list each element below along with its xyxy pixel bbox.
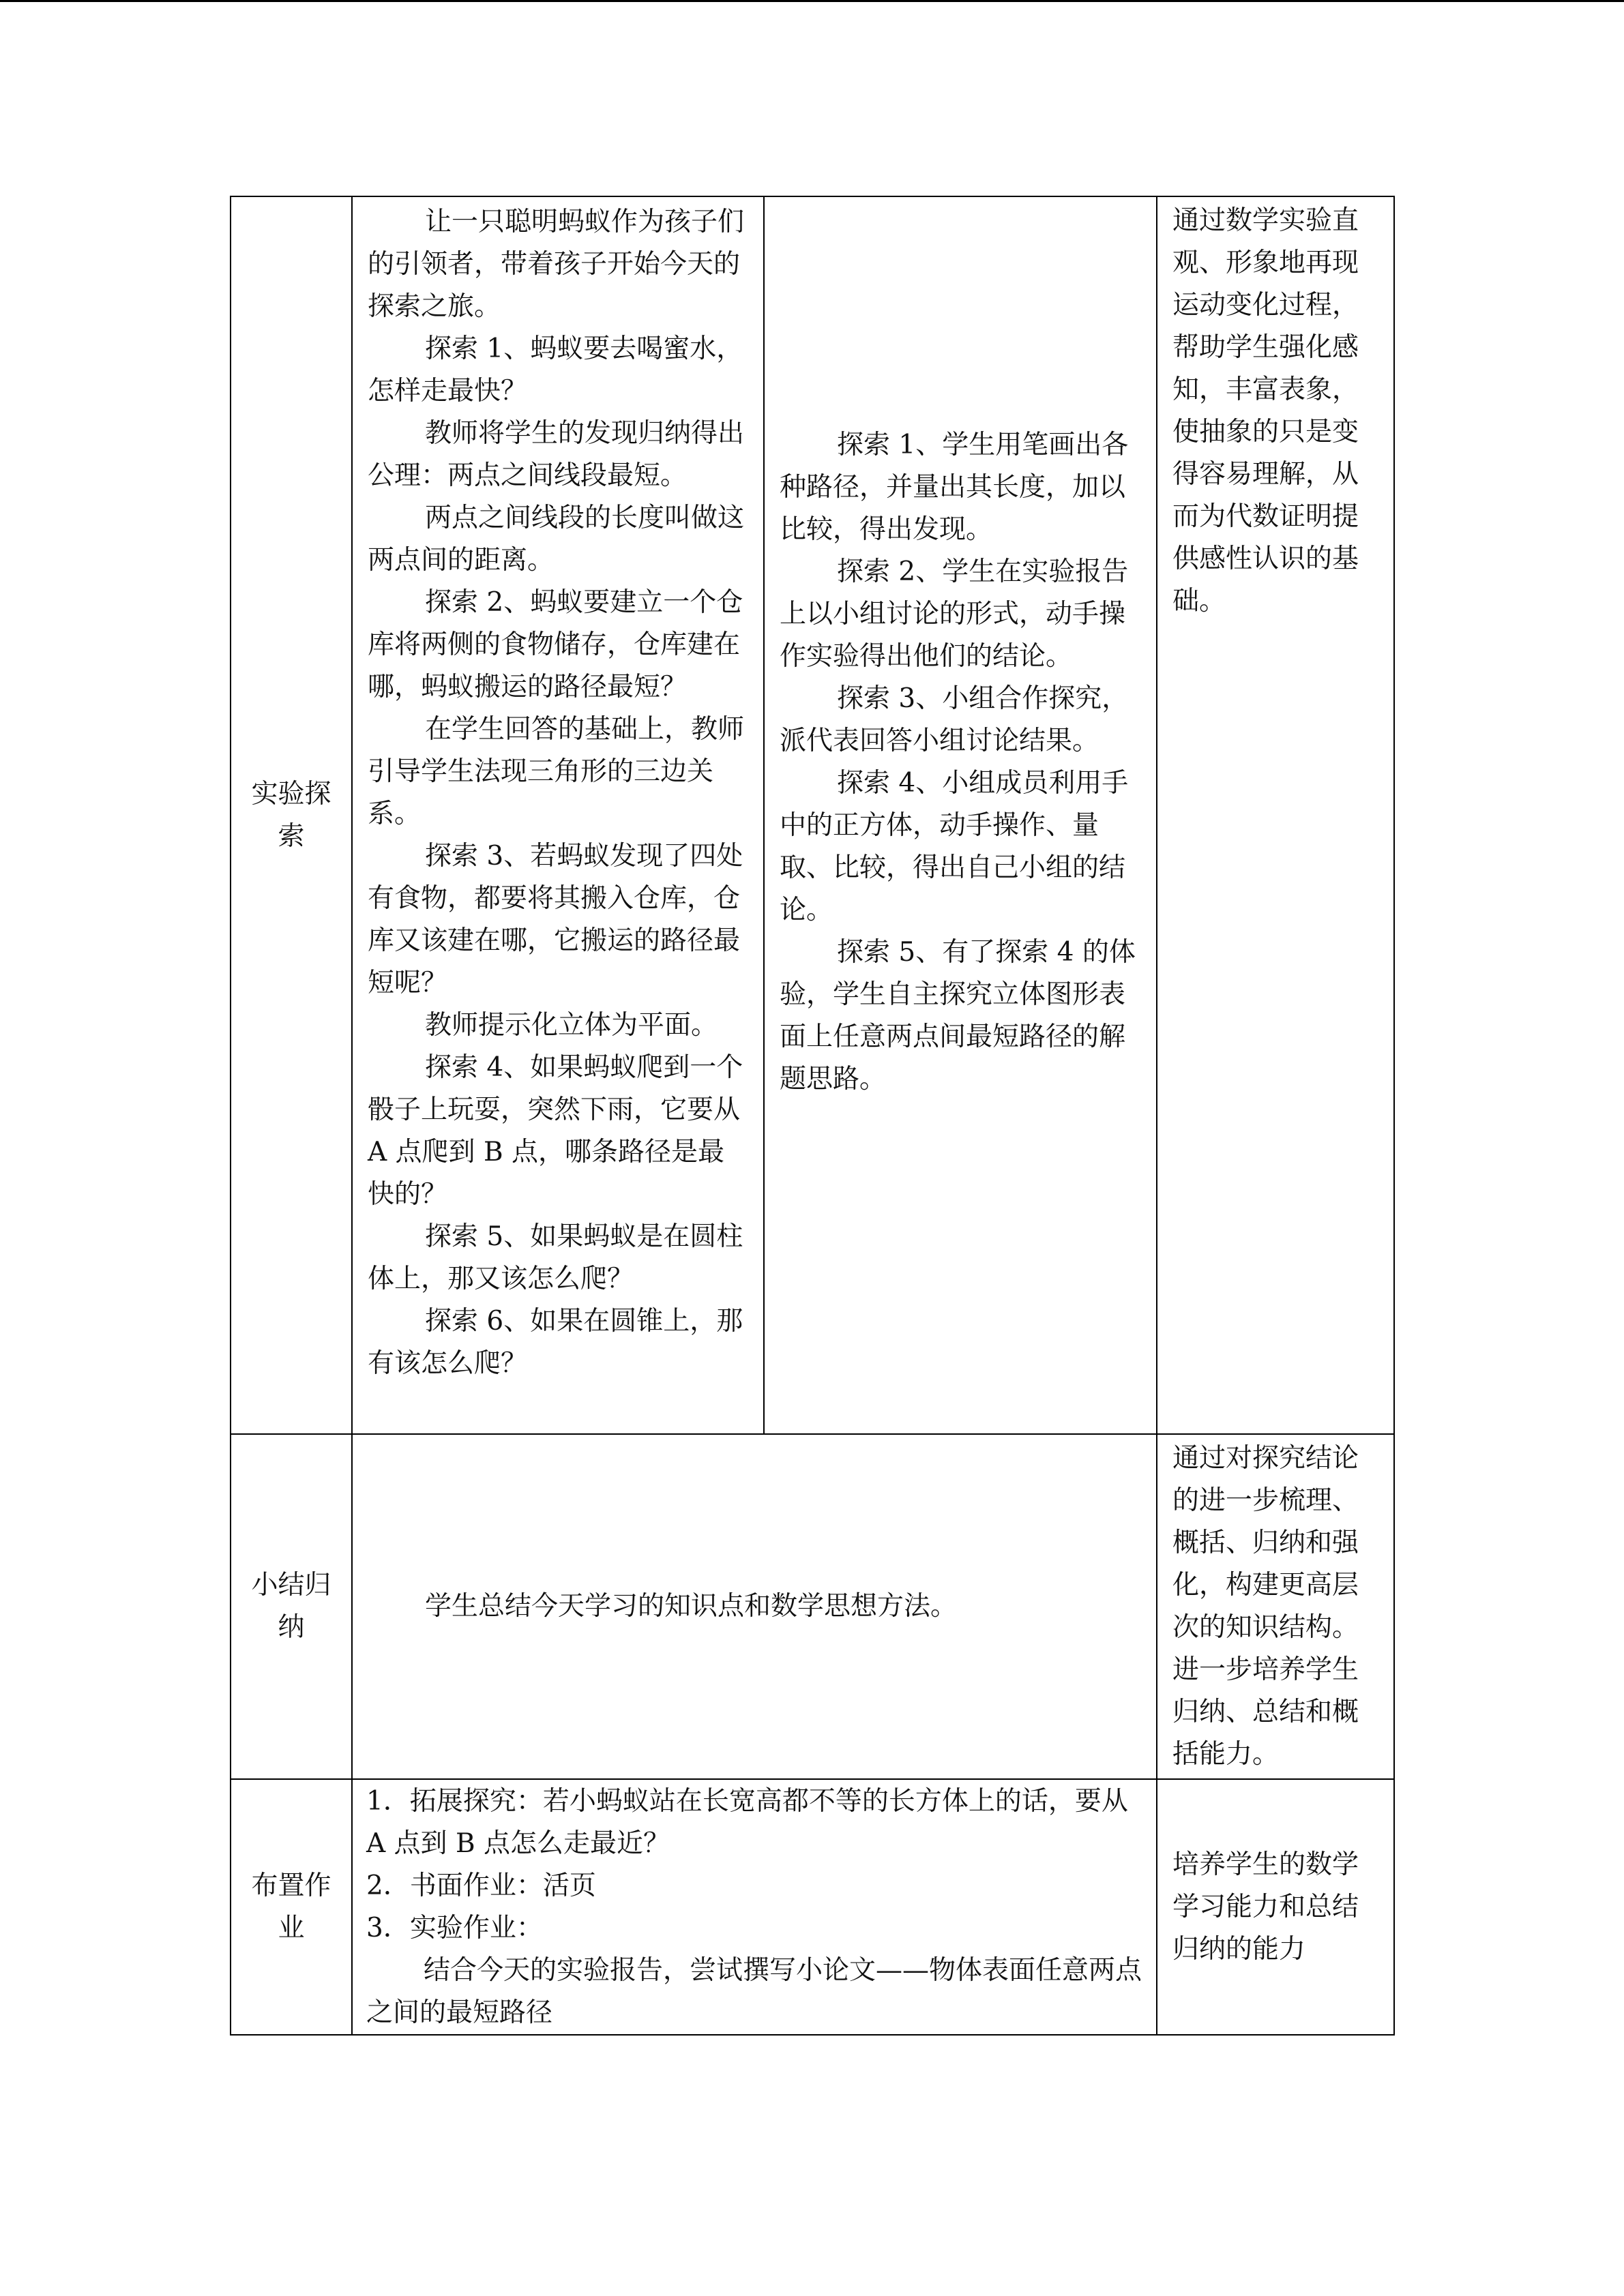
page-top-border [0,0,1624,2]
homework-item-2: 2．书面作业：活页 [366,1870,596,1901]
teacher-activity-cell [352,196,764,1434]
homework-content-cell [352,1779,1157,2035]
homework-item-1: 1．拓展探究：若小蚂蚁站在长宽高都不等的长方体上的话，要从 A 点到 B 点怎么走最近？ [366,1785,1128,1859]
lesson-plan-table [230,196,1395,2036]
design-intent-cell [1157,196,1394,1434]
teacher-paragraph: 探索 5、如果蚂蚁是在圆柱体上，那又该怎么爬？ [368,1221,743,1294]
homework-item-3: 3．实验作业： [366,1912,543,1943]
student-paragraph: 探索 2、学生在实验报告上以小组讨论的形式，动手操作实验得出他们的结论。 [780,556,1129,672]
design-intent-cell [1157,1779,1394,2035]
row-summary [231,1434,1394,1779]
row-experiment [231,196,1394,1434]
stage-label-summary: 小结归纳 [231,1434,352,1779]
design-intent-summary: 通过对探究结论的进一步梳理、概括、归纳和强化，构建更高层次的知识结构。进一步培养学生归纳、总结和概括能力。 [1172,1443,1359,1770]
student-paragraph: 探索 1、学生用笔画出各种路径，并量出其长度，加以比较，得出发现。 [780,430,1129,545]
stage-label-homework: 布置作业 [231,1779,352,2035]
teacher-paragraph: 教师提示化立体为平面。 [425,1010,718,1041]
student-activity-cell [764,196,1157,1434]
summary-content-cell [352,1434,1157,1779]
teacher-paragraph: 探索 3、若蚂蚁发现了四处有食物，都要将其搬入仓库，仓库又该建在哪，它搬运的路径最短呢？ [368,841,743,998]
teacher-paragraph: 探索 6、如果在圆锥上，那有该怎么爬？ [368,1306,743,1379]
design-intent-homework: 培养学生的数学学习能力和总结归纳的能力 [1172,1849,1359,1965]
teacher-paragraph: 探索 4、如果蚂蚁爬到一个骰子上玩耍，突然下雨，它要从 A 点爬到 B 点，哪条路径是最快的？ [368,1052,743,1210]
design-intent-experiment: 通过数学实验直观、形象地再现运动变化过程，帮助学生强化感知，丰富表象，使抽象的只是变得容易理解，从而为代数证明提供感性认识的基础。 [1172,205,1359,616]
teacher-paragraph: 两点之间线段的长度叫做这两点间的距离。 [368,503,745,576]
student-paragraph: 探索 4、小组成员利用手中的正方体，动手操作、量取、比较，得出自己小组的结论。 [780,768,1129,925]
summary-text: 学生总结今天学习的知识点和数学思想方法。 [425,1591,958,1622]
teacher-paragraph: 教师将学生的发现归纳得出公理：两点之间线段最短。 [368,418,745,491]
row-homework [231,1779,1394,2035]
homework-item-3-detail: 结合今天的实验报告，尝试撰写小论文——物体表面任意两点之间的最短路径 [366,1954,1142,2028]
student-paragraph: 探索 5、有了探索 4 的体验，学生自主探究立体图形表面上任意两点间最短路径的解题思路。 [780,937,1136,1094]
teacher-paragraph: 探索 1、蚂蚁要去喝蜜水，怎样走最快？ [368,333,743,406]
teacher-paragraph: 让一只聪明蚂蚁作为孩子们的引领者，带着孩子开始今天的探索之旅。 [368,207,745,322]
teacher-paragraph: 在学生回答的基础上，教师引导学生法现三角形的三边关系。 [368,714,745,829]
stage-label-experiment: 实验探索 [231,196,352,1434]
teacher-paragraph: 探索 2、蚂蚁要建立一个仓库将两侧的食物储存，仓库建在哪，蚂蚁搬运的路径最短？ [368,587,743,702]
design-intent-cell [1157,1434,1394,1779]
student-paragraph: 探索 3、小组合作探究，派代表回答小组讨论结果。 [780,683,1129,756]
